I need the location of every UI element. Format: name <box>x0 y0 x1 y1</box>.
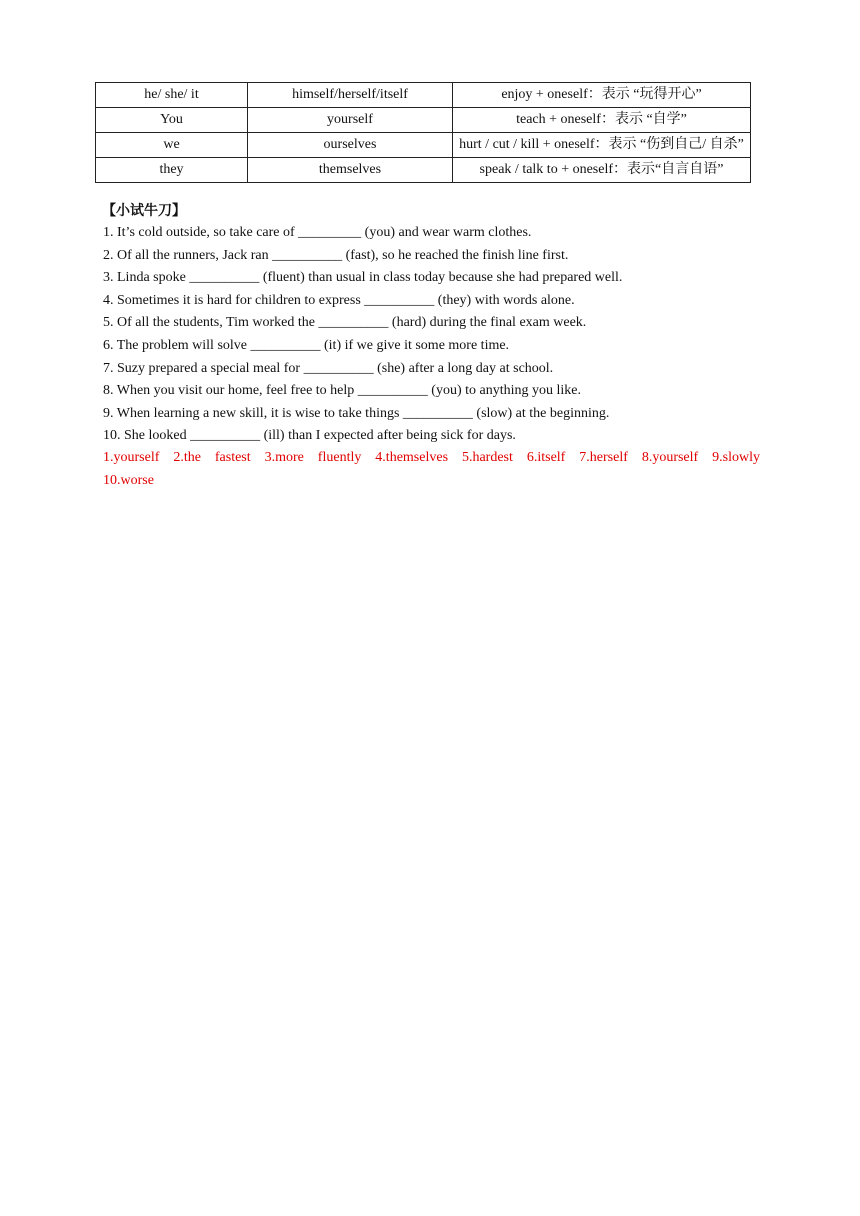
section-heading: 【小试牛刀】 <box>102 203 186 219</box>
exercise-question: 1. It’s cold outside, so take care of _________ (you) and wear warm clothes. <box>103 225 532 240</box>
exercise-question: 3. Linda spoke __________ (fluent) than usual in class today because she had prepared well. <box>103 270 623 286</box>
table-cell-reflexive: ourselves <box>248 133 453 158</box>
answer-key: 1.yourself 2.the fastest 3.more fluently 4.themselves 5.hardest 6.itself 7.herself 8.yourself 9.slowly 10.worse <box>103 450 760 488</box>
exercise-question: 8. When you visit our home, feel free to help __________ (you) to anything you like. <box>103 383 581 399</box>
table-row <box>96 133 751 158</box>
table-cell-pronoun: we <box>96 133 248 158</box>
exercise-question: 6. The problem will solve __________ (it) if we give it some more time. <box>103 337 510 353</box>
exercise-question: 9. When learning a new skill, it is wise to take things __________ (slow) at the beginning. <box>103 405 610 421</box>
table-cell-usage: teach + oneself：表示 “自学” <box>453 108 751 133</box>
exercise-question: 5. Of all the students, Tim worked the __________ (hard) during the final exam week. <box>103 315 587 331</box>
table-cell-pronoun: You <box>96 108 248 133</box>
table-cell-pronoun: he/ she/ it <box>96 83 248 108</box>
exercise-list <box>103 222 763 448</box>
table-cell-usage: hurt / cut / kill + oneself：表示 “伤到自己/ 自杀” <box>453 133 751 158</box>
table-cell-usage: speak / talk to + oneself：表示“自言自语” <box>453 158 751 183</box>
table-cell-reflexive: yourself <box>248 108 453 133</box>
table-cell-usage: enjoy + oneself：表示 “玩得开心” <box>453 83 751 108</box>
exercise-question: 7. Suzy prepared a special meal for __________ (she) after a long day at school. <box>103 360 554 376</box>
table-row <box>96 108 751 133</box>
table-cell-reflexive: himself/herself/itself <box>248 83 453 108</box>
exercise-question: 2. Of all the runners, Jack ran __________ (fast), so he reached the finish line first. <box>103 247 569 263</box>
exercise-question: 10. She looked __________ (ill) than I expected after being sick for days. <box>103 428 516 444</box>
table-cell-reflexive: themselves <box>248 158 453 183</box>
table-cell-pronoun: they <box>96 158 248 183</box>
table-row <box>96 83 751 108</box>
pronoun-table <box>95 82 751 183</box>
exercise-question: 4. Sometimes it is hard for children to express __________ (they) with words alone. <box>103 292 575 308</box>
table-row <box>96 158 751 183</box>
